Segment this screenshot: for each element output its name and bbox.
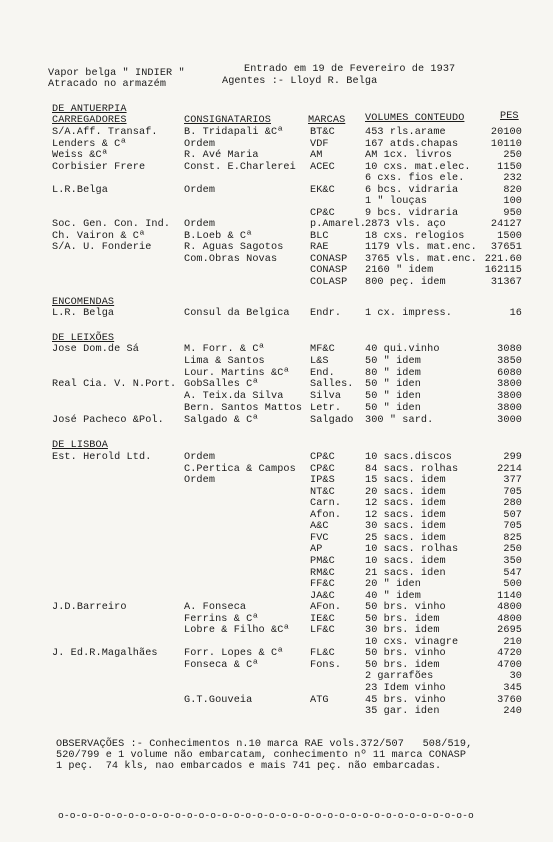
volumes-cell: 25 sacs. idem xyxy=(365,532,446,544)
consignee-cell: Ordem xyxy=(184,475,216,487)
volumes-cell: 2160 " idem xyxy=(365,265,434,276)
observations-line-3: 1 peç. 74 kls, nao embarcados e mais 741 peç. não embarcadas. xyxy=(56,761,442,772)
col-marks: MARCAS xyxy=(308,115,346,126)
mark-cell: A&C xyxy=(310,521,329,533)
volumes-cell: 6 bcs. vidraria xyxy=(365,184,459,196)
mark-cell: CP&C xyxy=(310,207,335,219)
volumes-cell: 10 sacs. rolhas xyxy=(365,544,459,556)
volumes-cell: 453 rls.arame xyxy=(365,127,446,138)
consignee-cell: Consul da Belgica xyxy=(184,308,290,319)
weight-cell: 1140 xyxy=(497,590,522,602)
consignee-cell: GobSalles Cª xyxy=(184,379,259,391)
volumes-cell: 50 " iden xyxy=(365,391,421,403)
weight-cell: 20100 xyxy=(490,127,522,138)
weight-cell: 221.60 xyxy=(484,253,522,265)
mark-cell: LF&C xyxy=(310,625,335,637)
mark-cell: JA&C xyxy=(310,590,335,602)
mark-cell: FF&C xyxy=(310,579,335,591)
shipper-cell: L.R.Belga xyxy=(52,184,108,196)
volumes-cell: 10 cxs. mat.elec. xyxy=(365,161,471,173)
volumes-cell: 50 " idem xyxy=(365,355,421,367)
weight-cell: 30 xyxy=(509,671,522,683)
shipper-cell: Ch. Vairon & Cª xyxy=(52,230,146,242)
consignee-cell: G.T.Gouveia xyxy=(184,694,253,706)
volumes-cell: 50 brs. idem xyxy=(365,659,440,671)
mark-cell: Letr. xyxy=(310,403,342,414)
mark-cell: PM&C xyxy=(310,555,335,567)
shipper-cell: L.R. Belga xyxy=(52,308,115,319)
shipper-cell: J.D.Barreiro xyxy=(52,602,127,614)
shipper-cell: J. Ed.R.Magalhães xyxy=(52,648,158,660)
consignee-cell: Lour. Martins &Cª xyxy=(184,367,290,379)
shipper-cell: Est. Herold Ltd. xyxy=(52,452,152,463)
weight-cell: 507 xyxy=(503,509,522,521)
volumes-cell: 50 brs. vinho xyxy=(365,648,446,660)
consignee-cell: Ordem xyxy=(184,184,216,196)
weight-cell: 3000 xyxy=(497,414,522,426)
weight-cell: 10110 xyxy=(490,138,522,150)
volumes-cell: 300 " sard. xyxy=(365,414,434,426)
weight-cell: 232 xyxy=(503,173,522,184)
mark-cell: End. xyxy=(310,367,335,379)
weight-cell: 280 xyxy=(503,498,522,510)
consignee-cell: B. Tridapali &Cª xyxy=(184,127,284,138)
mark-cell: COLASP xyxy=(310,276,348,288)
consignee-cell: M. Forr. & Cª xyxy=(184,344,265,355)
mark-cell: FVC xyxy=(310,532,329,544)
volumes-cell: 18 cxs. relogios xyxy=(365,230,465,242)
mark-cell: CP&C xyxy=(310,452,335,463)
shipper-cell: Real Cia. V. N.Port. xyxy=(52,379,177,391)
shipper-cell: Jose Dom.de Sá xyxy=(52,344,139,355)
volumes-cell: 84 sacs. rolhas xyxy=(365,463,459,475)
weight-cell: 3080 xyxy=(497,344,522,355)
volumes-cell: 2873 vls. aço xyxy=(365,219,446,230)
volumes-cell: 10 sacs.discos xyxy=(365,452,452,463)
consignee-cell: R. Aguas Sagotos xyxy=(184,242,284,253)
volumes-cell: 50 brs. idem xyxy=(365,613,440,625)
consignee-cell: Salgado & Cª xyxy=(184,414,259,426)
shipper-cell: Weiss &Cª xyxy=(52,150,108,161)
volumes-cell: 21 sacs. iden xyxy=(365,567,446,579)
volumes-cell: 30 sacs. idem xyxy=(365,521,446,533)
section-title-lisboa: DE LISBOA xyxy=(52,440,108,451)
weight-cell: 820 xyxy=(503,184,522,196)
section-title-leixoes: DE LEIXÕES xyxy=(52,333,115,344)
shipper-cell: Soc. Gen. Con. Ind. xyxy=(52,219,171,230)
weight-cell: 4720 xyxy=(497,648,522,660)
mark-cell: VDF xyxy=(310,138,329,150)
mark-cell: p.Amarel. xyxy=(310,219,366,230)
consignee-cell: Lobre & Filho &Cª xyxy=(184,625,290,637)
weight-cell: 4800 xyxy=(497,613,522,625)
volumes-cell: 40 qui.vinho xyxy=(365,344,440,355)
consignee-cell: Com.Obras Novas xyxy=(184,253,278,265)
weight-cell: 2214 xyxy=(497,463,522,475)
weight-cell: 6080 xyxy=(497,367,522,379)
volumes-cell: 23 Idem vinho xyxy=(365,683,446,694)
weight-cell: 250 xyxy=(503,544,522,556)
mark-cell: IP&S xyxy=(310,475,335,487)
mark-cell: Salles. xyxy=(310,379,354,391)
consignee-cell: Fonseca & Cª xyxy=(184,659,259,671)
mark-cell: Silva xyxy=(310,391,342,403)
weight-cell: 299 xyxy=(503,452,522,463)
consignee-cell: A. Teix.da Silva xyxy=(184,391,284,403)
mark-cell: ATG xyxy=(310,694,329,706)
volumes-cell: 2 garrafões xyxy=(365,671,434,683)
volumes-cell: 10 sacs. idem xyxy=(365,555,446,567)
weight-cell: 3850 xyxy=(497,355,522,367)
mark-cell: BLC xyxy=(310,230,329,242)
volumes-cell: AM 1cx. livros xyxy=(365,150,452,161)
col-weight: PES xyxy=(500,111,519,122)
volumes-cell: 12 sacs. idem xyxy=(365,509,446,521)
volumes-cell: 80 " idem xyxy=(365,367,421,379)
observations-line-1: OBSERVAÇÕES :- Conhecimentos n.10 marca RAE vols.372/507 508/519, xyxy=(56,739,473,750)
volumes-cell: 6 cxs. fios ele. xyxy=(365,173,465,184)
mark-cell: Endr. xyxy=(310,308,342,319)
mark-cell: RM&C xyxy=(310,567,335,579)
weight-cell: 2695 xyxy=(497,625,522,637)
mark-cell: Afon. xyxy=(310,509,342,521)
weight-cell: 377 xyxy=(503,475,522,487)
weight-cell: 3760 xyxy=(497,694,522,706)
shipper-cell: Corbisier Frere xyxy=(52,161,146,173)
weight-cell: 3800 xyxy=(497,379,522,391)
volumes-cell: 12 sacs. idem xyxy=(365,498,446,510)
consignee-cell: B.Loeb & Cª xyxy=(184,230,253,242)
consignee-cell: Ordem xyxy=(184,219,216,230)
weight-cell: 210 xyxy=(503,636,522,648)
volumes-cell: 50 brs. vinho xyxy=(365,602,446,614)
volumes-cell: 50 " iden xyxy=(365,403,421,414)
volumes-cell: 1 " louças xyxy=(365,196,428,207)
arrival-date: Entrado em 19 de Fevereiro de 1937 xyxy=(244,64,456,75)
volumes-cell: 1179 vls. mat.enc. xyxy=(365,242,477,253)
consignee-cell: R. Avé Maria xyxy=(184,150,259,161)
weight-cell: 345 xyxy=(503,683,522,694)
consignee-cell: Const. E.Charlerei xyxy=(184,161,296,173)
weight-cell: 162115 xyxy=(484,265,522,276)
shipper-cell: Lenders & Cª xyxy=(52,138,127,150)
mark-cell: EK&C xyxy=(310,184,335,196)
mark-cell: IE&C xyxy=(310,613,335,625)
mark-cell: AM xyxy=(310,150,323,161)
col-consignees: CONSIGNATARIOS xyxy=(184,115,271,126)
agents: Agentes :- Lloyd R. Belga xyxy=(222,76,378,87)
weight-cell: 950 xyxy=(503,207,522,219)
consignee-cell: Lima & Santos xyxy=(184,355,265,367)
mark-cell: Carn. xyxy=(310,498,342,510)
volumes-cell: 167 atds.chapas xyxy=(365,138,459,150)
section-title-encomendas: ENCOMENDAS xyxy=(52,297,115,308)
weight-cell: 825 xyxy=(503,532,522,544)
mark-cell: AFon. xyxy=(310,602,342,614)
mark-cell: CONASP xyxy=(310,253,348,265)
weight-cell: 24127 xyxy=(490,219,522,230)
consignee-cell: Ferrins & Cª xyxy=(184,613,259,625)
consignee-cell: A. Fonseca xyxy=(184,602,247,614)
volumes-cell: 15 sacs. idem xyxy=(365,475,446,487)
mark-cell: AP xyxy=(310,544,323,556)
volumes-cell: 10 cxs. vinagre xyxy=(365,636,459,648)
volumes-cell: 800 peç. idem xyxy=(365,276,446,288)
consignee-cell: Forr. Lopes & Cª xyxy=(184,648,284,660)
mark-cell: Fons. xyxy=(310,659,342,671)
weight-cell: 350 xyxy=(503,555,522,567)
volumes-cell: 20 " iden xyxy=(365,579,421,591)
weight-cell: 1150 xyxy=(497,161,522,173)
consignee-cell: Ordem xyxy=(184,138,216,150)
mark-cell: MF&C xyxy=(310,344,335,355)
volumes-cell: 35 gar. iden xyxy=(365,706,440,718)
weight-cell: 500 xyxy=(503,579,522,591)
volumes-cell: 30 brs. idem xyxy=(365,625,440,637)
shipper-cell: S/A.Aff. Transaf. xyxy=(52,127,158,138)
mark-cell: Salgado xyxy=(310,414,354,426)
consignee-cell: Ordem xyxy=(184,452,216,463)
footer-rule: o-o-o-o-o-o-o-o-o-o-o-o-o-o-o-o-o-o-o-o-o-o-o-o-o-o-o-o-o-o-o-o-o-o-o-o xyxy=(58,810,474,821)
vessel-name: Vapor belga " INDIER " xyxy=(48,68,185,79)
mark-cell: BT&C xyxy=(310,127,335,138)
weight-cell: 250 xyxy=(503,150,522,161)
weight-cell: 705 xyxy=(503,521,522,533)
volumes-cell: 45 brs. vinho xyxy=(365,694,446,706)
consignee-cell: C.Pertica & Campos xyxy=(184,463,296,475)
weight-cell: 3800 xyxy=(497,391,522,403)
weight-cell: 31367 xyxy=(490,276,522,288)
volumes-cell: 1 cx. impress. xyxy=(365,308,452,319)
mark-cell: RAE xyxy=(310,242,329,253)
mark-cell: NT&C xyxy=(310,486,335,498)
observations-line-2: 520/799 e 1 volume não embarcatam, conhecimento nº 11 marca CONASP xyxy=(56,750,467,761)
mark-cell: FL&C xyxy=(310,648,335,660)
col-shippers: CARREGADORES xyxy=(52,115,127,126)
weight-cell: 4800 xyxy=(497,602,522,614)
volumes-cell: 9 bcs. vidraria xyxy=(365,207,459,219)
volumes-cell: 50 " iden xyxy=(365,379,421,391)
weight-cell: 240 xyxy=(503,706,522,718)
mark-cell: ACEC xyxy=(310,161,335,173)
volumes-cell: 20 sacs. idem xyxy=(365,486,446,498)
weight-cell: 705 xyxy=(503,486,522,498)
weight-cell: 547 xyxy=(503,567,522,579)
weight-cell: 16 xyxy=(509,308,522,319)
section-title-antuerpia: DE ANTUERPIA xyxy=(52,104,127,115)
shipper-cell: S/A. U. Fonderie xyxy=(52,242,152,253)
weight-cell: 3800 xyxy=(497,403,522,414)
volumes-cell: 40 " idem xyxy=(365,590,421,602)
volumes-cell: 3765 vls. mat.enc. xyxy=(365,253,477,265)
mark-cell: CONASP xyxy=(310,265,348,276)
consignee-cell: Bern. Santos Mattos xyxy=(184,403,303,414)
berth-status: Atracado no armazém xyxy=(48,79,167,90)
weight-cell: 1500 xyxy=(497,230,522,242)
weight-cell: 37651 xyxy=(490,242,522,253)
mark-cell: CP&C xyxy=(310,463,335,475)
mark-cell: L&S xyxy=(310,355,329,367)
weight-cell: 100 xyxy=(503,196,522,207)
weight-cell: 4700 xyxy=(497,659,522,671)
col-volumes: VOLUMES CONTEUDO xyxy=(365,113,465,124)
shipper-cell: José Pacheco &Pol. xyxy=(52,414,164,426)
